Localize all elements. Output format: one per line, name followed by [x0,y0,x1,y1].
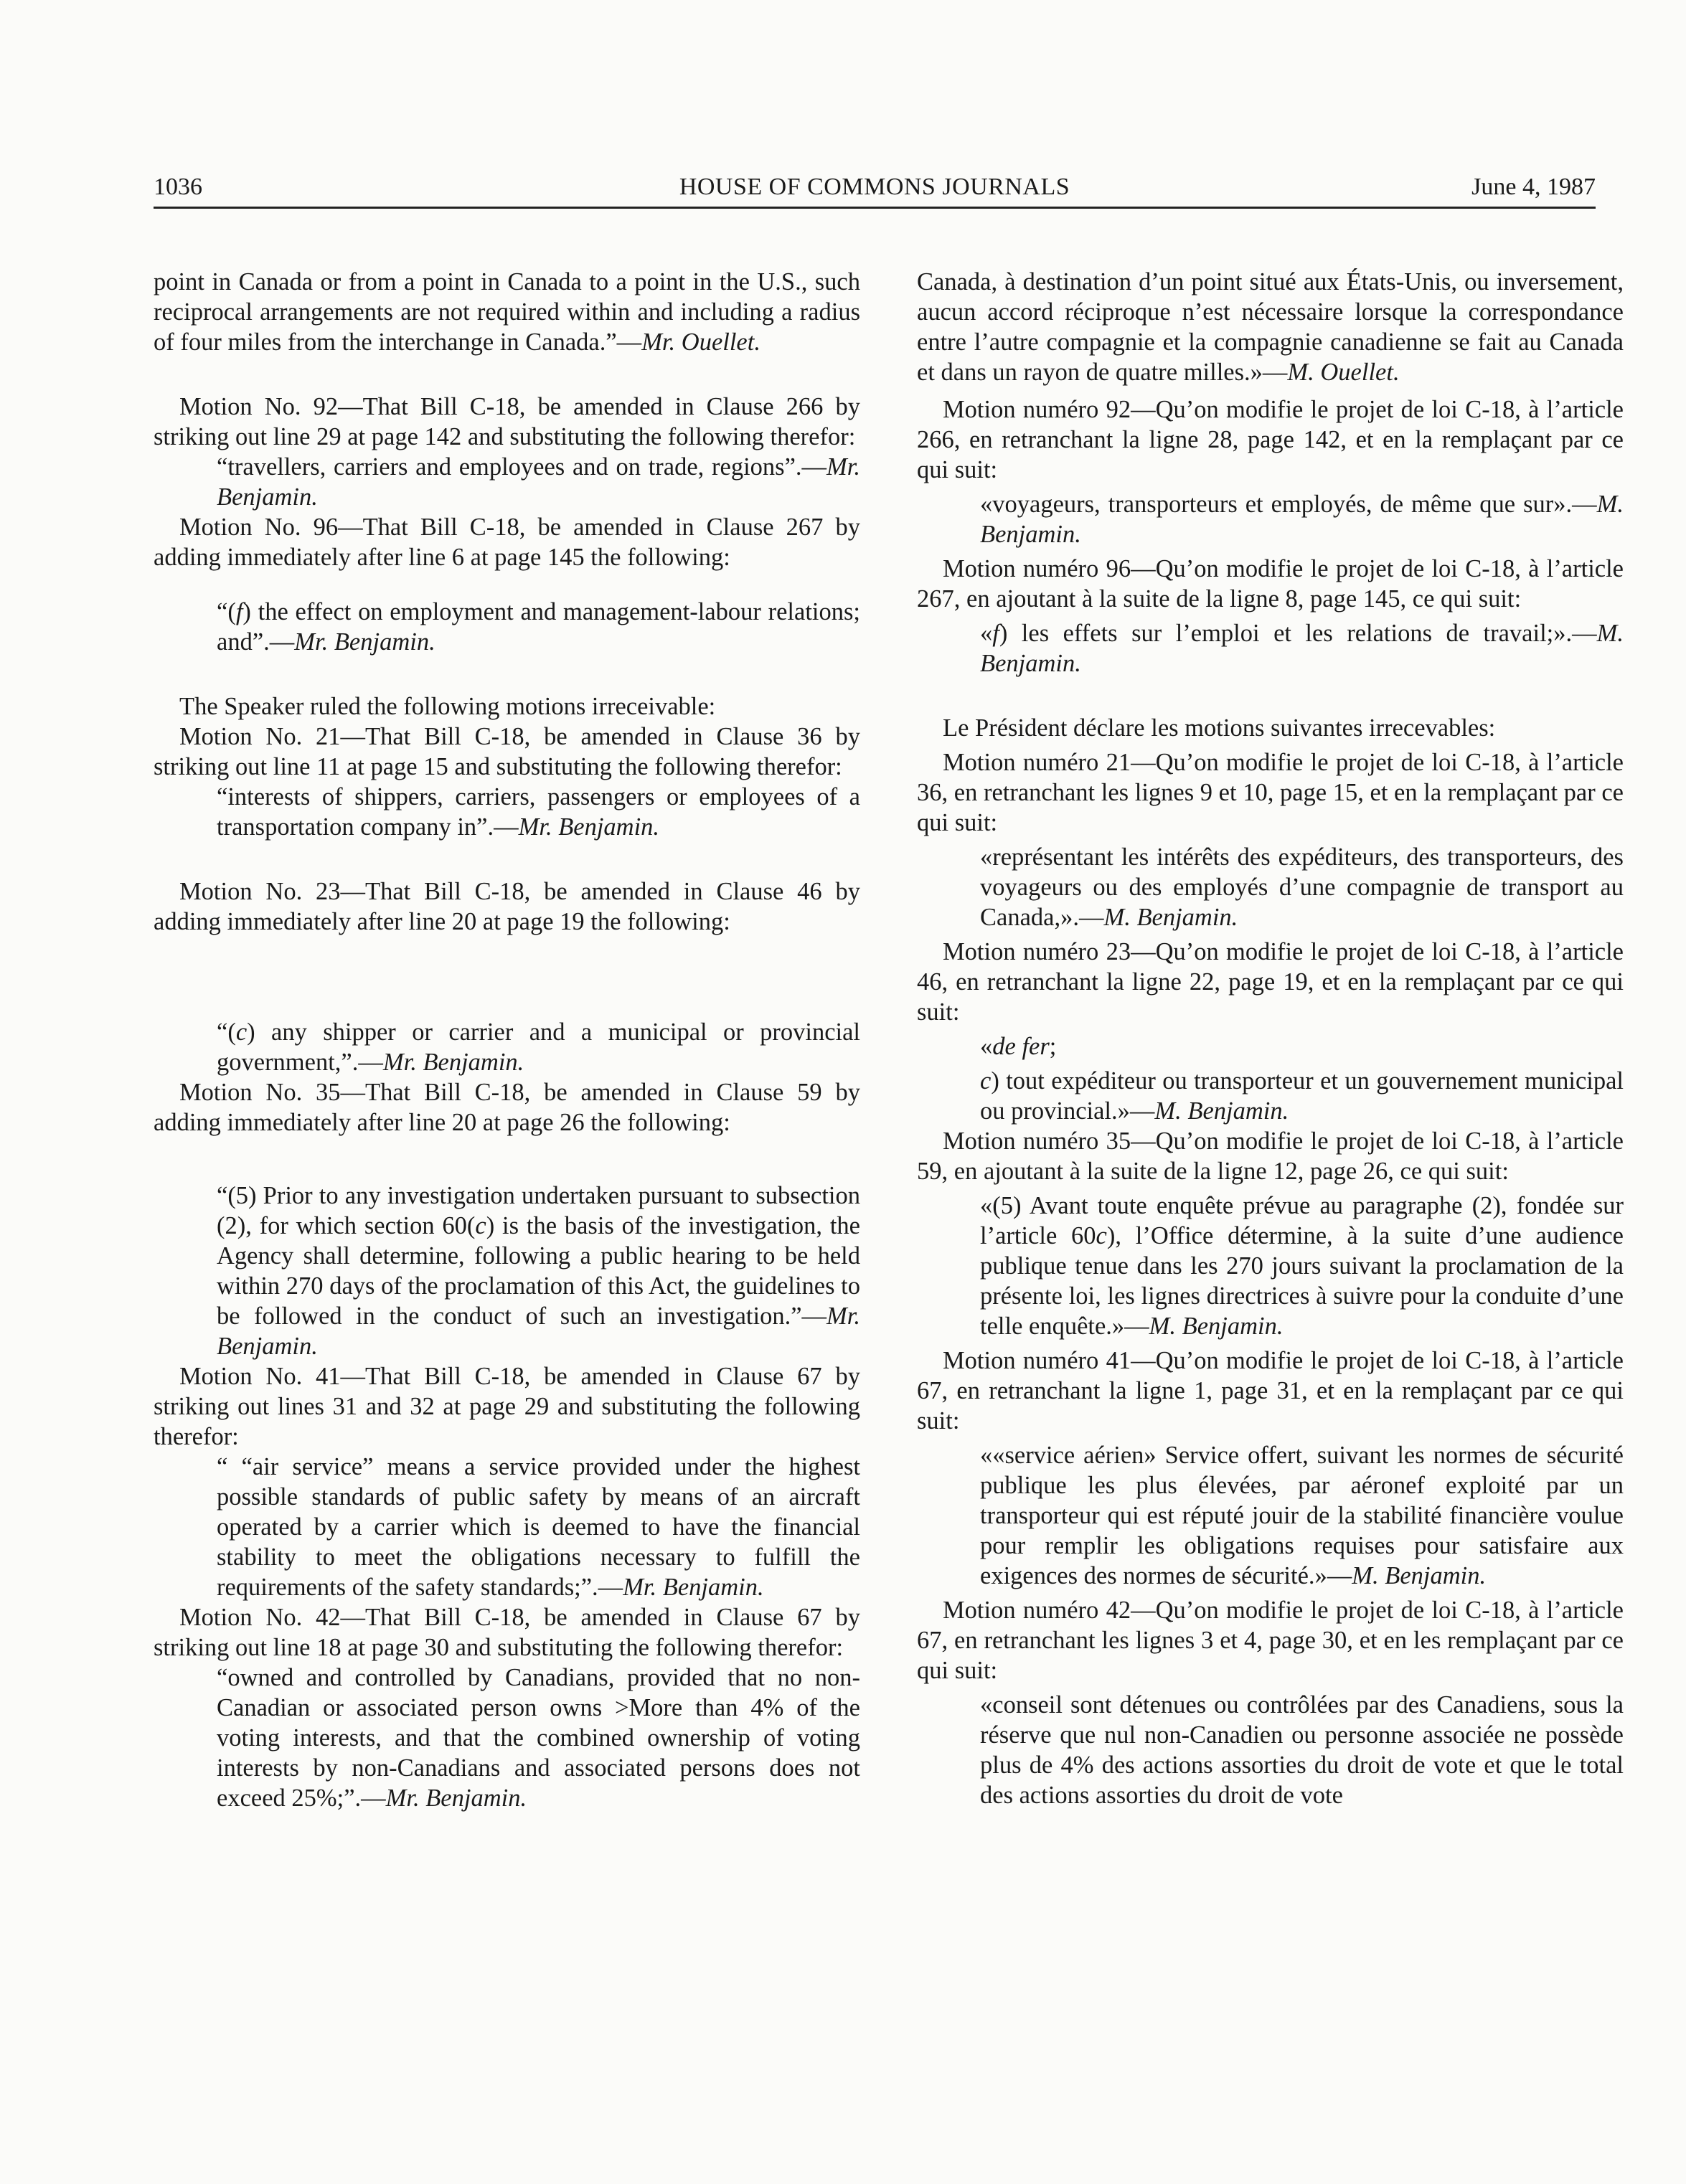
author: M. Benjamin. [1154,1097,1289,1125]
author: Mr. Benjamin. [623,1574,764,1601]
speaker-ruling: The Speaker ruled the following motions irreceivable: [179,693,716,720]
motion-21-quote: “interests of shippers, carriers, passengers or employees of a transportation company in”.—Mr. Benjamin. [217,783,860,841]
motion-21: Motion No. 21—That Bill C-18, be amended in Clause 36 by striking out line 11 at page 15 and substituting the following therefor: [154,723,860,780]
motion-23-quote: “(c) any shipper or carrier and a municipal or provincial government,”.—Mr. Benjamin. [217,1018,860,1076]
motion-92-quote: “travellers, carriers and employees and on trade, regions”.—Mr. Benjamin. [217,453,860,511]
page-header [154,162,1596,209]
motion-96: Motion No. 96—That Bill C-18, be amended in Clause 267 by adding immediately after line 6 at page 145 the following: [154,514,860,571]
motion-35: Motion numéro 35—Qu’on modifie le projet de loi C-18, à l’article 59, en ajoutant à la suite de la ligne 12, page 26, ce qui suit: [917,1128,1624,1185]
french-column [917,267,1624,2132]
author: Mr. Benjamin. [385,1784,527,1812]
motion-41: Motion numéro 41—Qu’on modifie le projet de loi C-18, à l’article 67, en retranchant la ligne 1, page 31, et en la remplaçant par ce qui suit: [917,1347,1624,1434]
motion-96-quote: «f) les effets sur l’emploi et les relations de travail;».—M. Benjamin. [980,620,1624,677]
motion-21: Motion numéro 21—Qu’on modifie le projet de loi C-18, à l’article 36, en retranchant les lignes 9 et 10, page 15, et en la remplaçant par ce qui suit: [917,749,1624,836]
continuation-paragraph: point in Canada or from a point in Canada to a point in the U.S., such reciprocal arrangements are not required within and including a radius of four miles from the interchange in Canada.”—Mr. Ouellet. [154,268,860,356]
motion-35-quote: “(5) Prior to any investigation undertaken pursuant to subsection (2), for which section 60(c) is the basis of the investigation, the Agency shall determine, following a public hearing to be held within 270 days of the proclamation of this Act, the guidelines to be followed in the conduct of such an investigation.”—Mr. Benjamin. [217,1182,860,1360]
motion-41-quote: “ “air service” means a service provided under the highest possible standards of public safety by means of an aircraft operated by a carrier which is deemed to have the financial stability to meet the obligations necessary to fulfill the requirements of the safety standards;”.—Mr. Benjamin. [217,1453,860,1601]
author: Mr. Benjamin. [217,1303,860,1360]
motion-42-quote: “owned and controlled by Canadians, provided that no non-Canadian or associated person owns >More than 4% of the voting interests, and that the combined ownership of voting interests by non-Canadians and associated persons does not exceed 25%;”.—Mr. Benjamin. [217,1664,860,1812]
motion-92-quote: «voyageurs, transporteurs et employés, de même que sur».—M. Benjamin. [980,491,1624,548]
author: M. Benjamin. [1103,904,1238,931]
motion-35: Motion No. 35—That Bill C-18, be amended in Clause 59 by adding immediately after line 20 at page 26 the following: [154,1079,860,1136]
journal-title: HOUSE OF COMMONS JOURNALS [679,174,1070,200]
author: M. Benjamin. [1352,1562,1487,1589]
motion-23-quote-2: c) tout expéditeur ou transporteur et un gouvernement municipal ou provincial.»—M. Benjamin. [980,1067,1624,1125]
author: M. Benjamin. [980,491,1624,548]
motion-92: Motion No. 92—That Bill C-18, be amended in Clause 266 by striking out line 29 at page 142 and substituting the following therefor: [154,393,860,450]
page-number: 1036 [154,174,202,200]
speaker-ruling: Le Président déclare les motions suivantes irrecevables: [943,714,1496,742]
motion-92: Motion numéro 92—Qu’on modifie le projet de loi C-18, à l’article 266, en retranchant la ligne 28, page 142, et en la remplaçant par ce qui suit: [917,396,1624,483]
motion-23-quote-1: «de fer; [980,1033,1057,1060]
motion-21-quote: «représentant les intérêts des expéditeurs, des transporteurs, des voyageurs ou des employés d’une compagnie de transport au Canada,».—M. Benjamin. [980,843,1624,931]
motion-41: Motion No. 41—That Bill C-18, be amended in Clause 67 by striking out lines 31 and 32 at page 29 and substituting the following therefor: [154,1363,860,1450]
author: Mr. Benjamin. [294,628,435,656]
motion-23: Motion No. 23—That Bill C-18, be amended in Clause 46 by adding immediately after line 20 at page 19 the following: [154,878,860,935]
author: Mr. Ouellet. [641,328,760,356]
continuation-paragraph: Canada, à destination d’un point situé aux États-Unis, ou inversement, aucun accord réciproque n’est nécessaire lorsque la correspondance entre l’autre compagnie et la compagnie canadienne se fait au Canada et dans un rayon de quatre milles.»—M. Ouellet. [917,268,1624,386]
author: M. Benjamin. [980,620,1624,677]
author: Mr. Benjamin. [518,813,660,841]
motion-23: Motion numéro 23—Qu’on modifie le projet de loi C-18, à l’article 46, en retranchant la ligne 22, page 19, et en la remplaçant par ce qui suit: [917,938,1624,1026]
author: M. Benjamin. [1149,1313,1284,1340]
motion-35-quote: «(5) Avant toute enquête prévue au paragraphe (2), fondée sur l’article 60c), l’Office détermine, à la suite d’une audience publique tenue dans les 270 jours suivant la proclamation de la présente loi, les lignes directrices à suivre pour la conduite d’une telle enquête.»—M. Benjamin. [980,1192,1624,1340]
journal-date: June 4, 1987 [1471,174,1596,200]
english-column [154,267,860,2132]
motion-41-quote: ««service aérien» Service offert, suivant les normes de sécurité publique les plus élevées, par aéronef exploité par un transporteur qui est réputé jouir de la stabilité financière voulue pour remplir les obligations requises pour satisfaire aux exigences des normes de sécurité.»—M. Benjamin. [980,1442,1624,1589]
author: M. Ouellet. [1287,359,1400,386]
motion-96: Motion numéro 96—Qu’on modifie le projet de loi C-18, à l’article 267, en ajoutant à la suite de la ligne 8, page 145, ce qui suit: [917,555,1624,613]
motion-42: Motion No. 42—That Bill C-18, be amended in Clause 67 by striking out line 18 at page 30 and substituting the following therefor: [154,1604,860,1661]
author: Mr. Benjamin. [382,1049,524,1076]
motion-42: Motion numéro 42—Qu’on modifie le projet de loi C-18, à l’article 67, en retranchant les lignes 3 et 4, page 30, et en les remplaçant par ce qui suit: [917,1597,1624,1684]
motion-96-quote: “(f) the effect on employment and management-labour relations; and”.—Mr. Benjamin. [217,598,860,656]
motion-42-quote: «conseil sont détenues ou contrôlées par des Canadiens, sous la réserve que nul non-Canadien ou personne associée ne possède plus de 4% des actions assorties du droit de vote et que le total des actions assorties du droit de vote [980,1691,1624,1809]
author: Mr. Benjamin. [217,453,860,511]
